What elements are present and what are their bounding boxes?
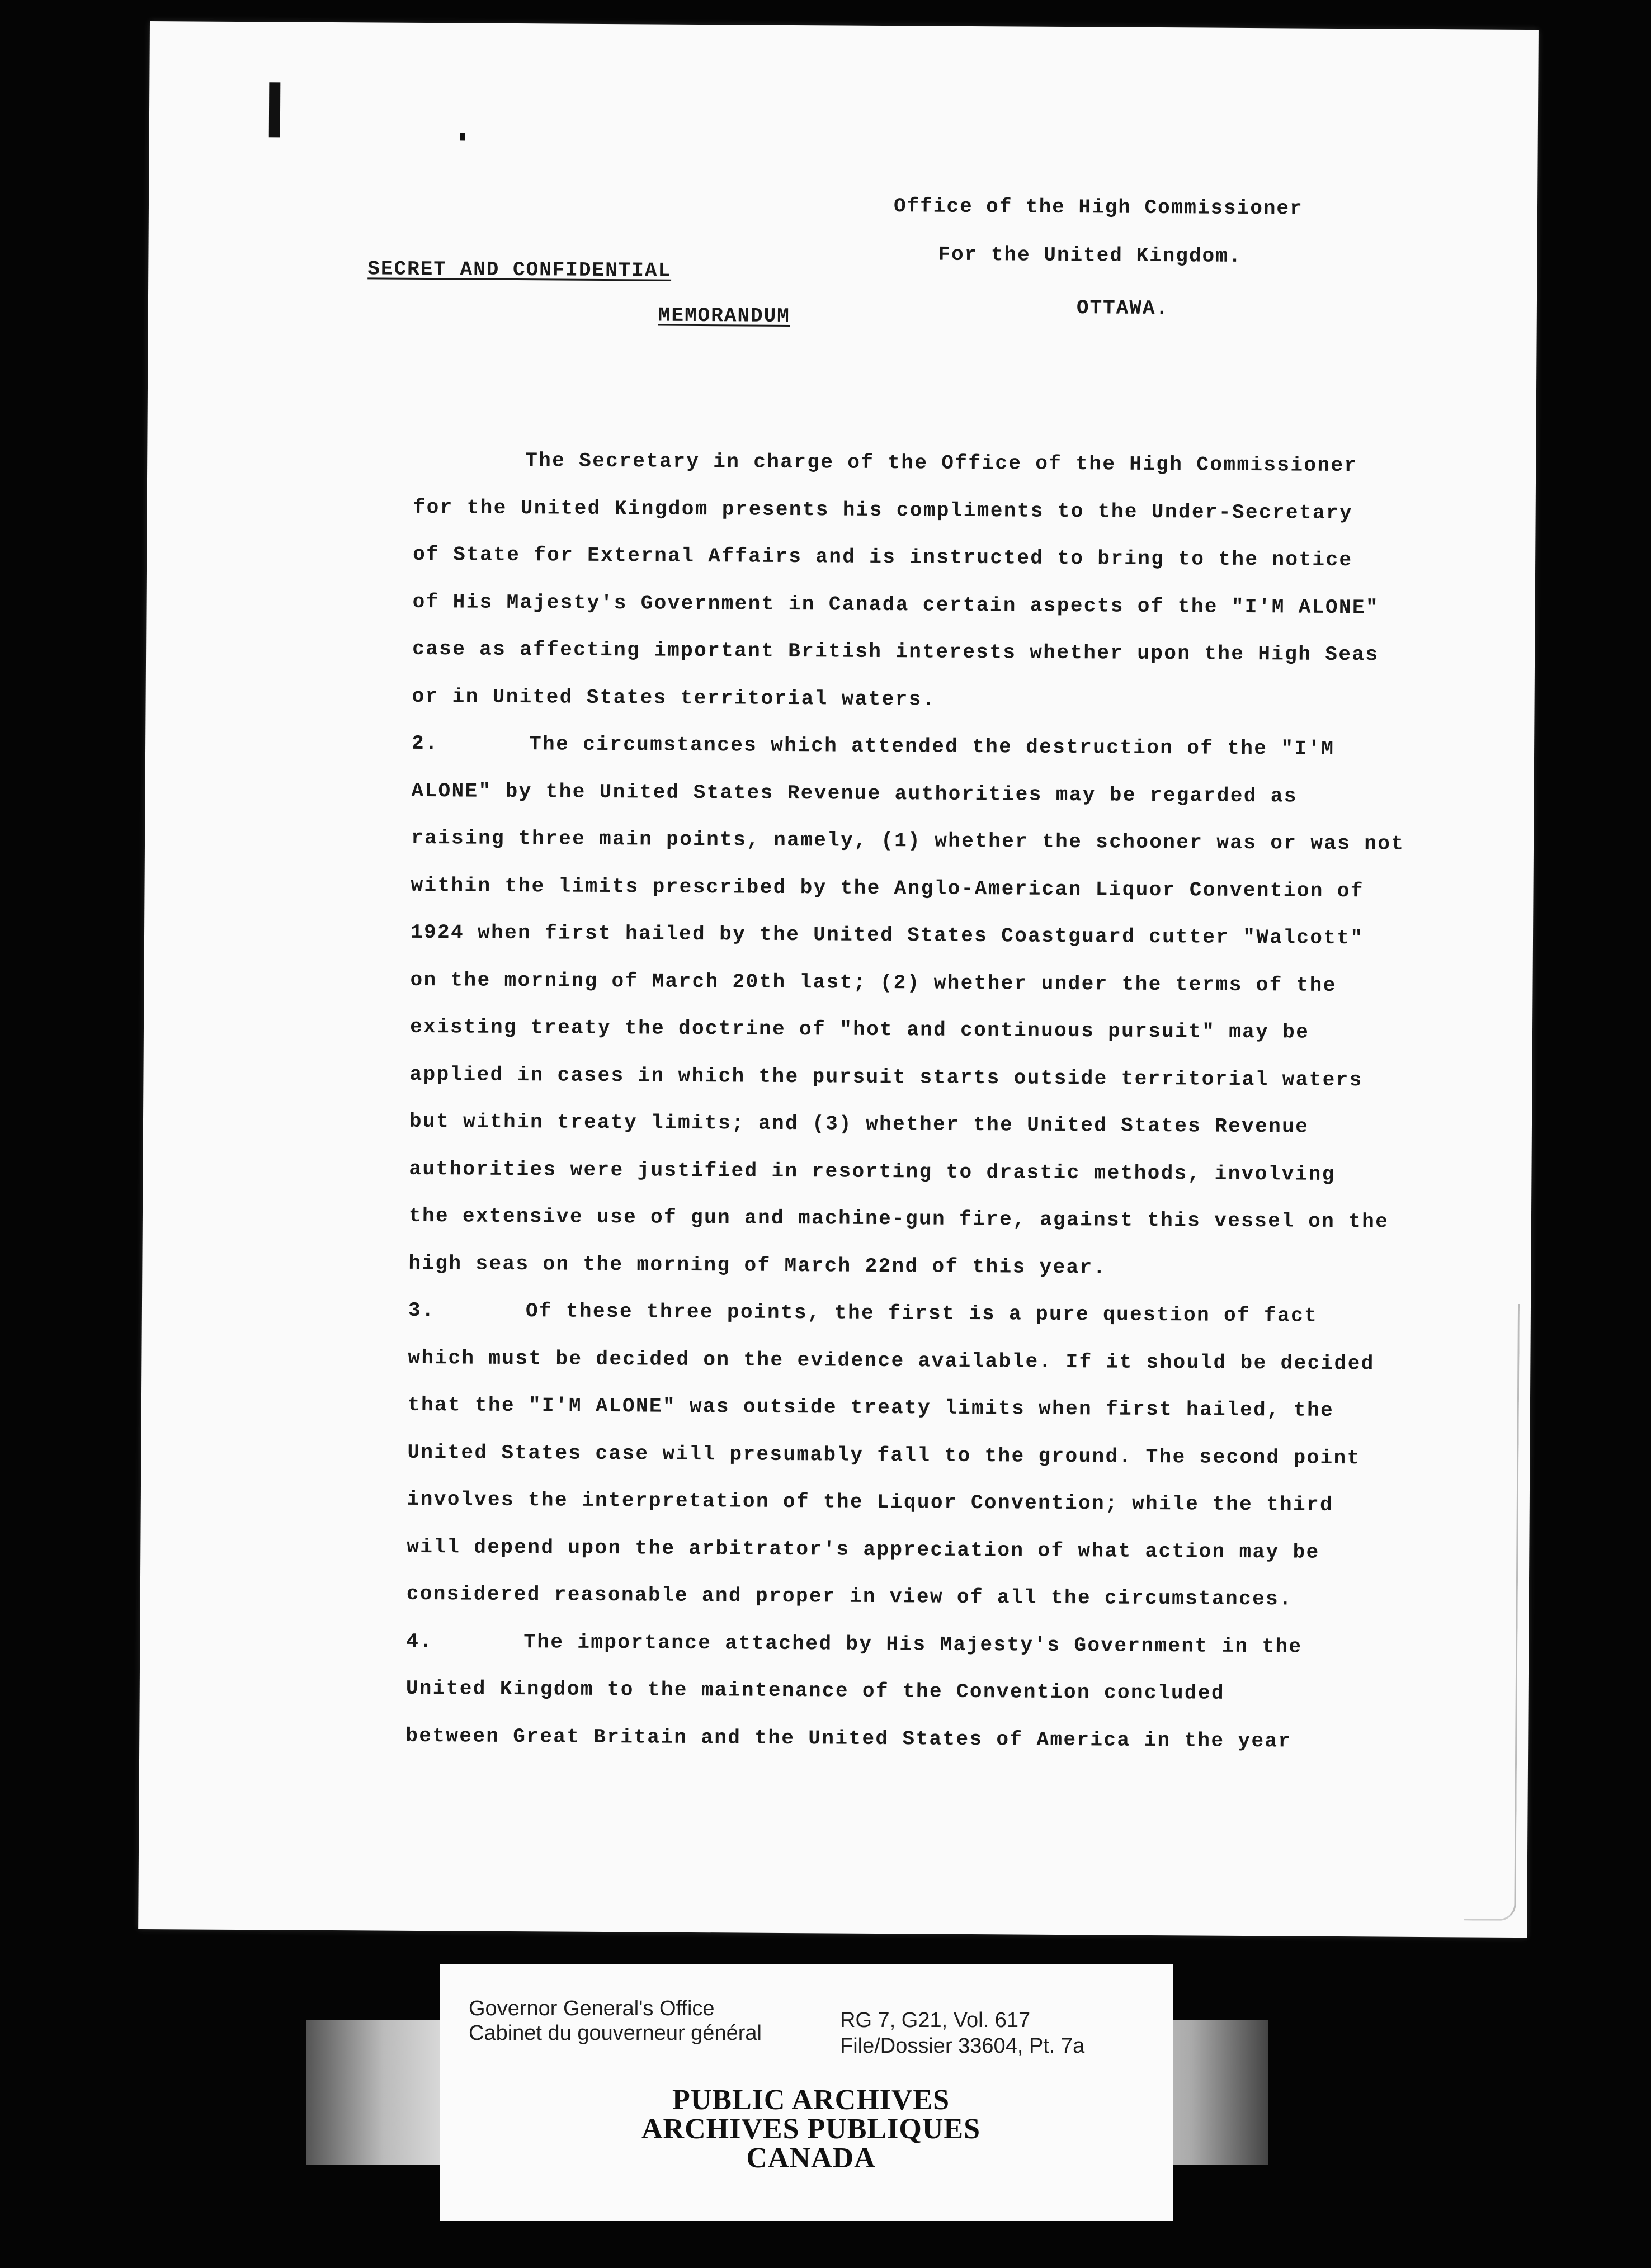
body-line-27: United Kingdom to the maintenance of the Convention concluded — [405, 1676, 1225, 1705]
punch-mark — [269, 82, 281, 137]
body-line-11: 1924 when first hailed by the United States Coastguard cutter "Walcott" — [410, 920, 1364, 950]
body-line-22: United States case will presumably fall to the ground. The second point — [407, 1440, 1361, 1470]
office-english: Governor General's Office — [469, 1997, 715, 2020]
body-line-23: involves the interpretation of the Liquor Convention; while the third — [407, 1487, 1334, 1516]
document-type: MEMORANDUM — [658, 304, 790, 328]
file-reference: File/Dossier 33604, Pt. 7a — [840, 2034, 1085, 2058]
office-line-2: For the United Kingdom. — [938, 243, 1242, 268]
body-line-19 — [408, 1287, 1318, 1340]
page-fold-edge — [1464, 1303, 1520, 1921]
body-line-2: for the United Kingdom presents his compliments to the Under-Secretary — [413, 495, 1353, 525]
office-line-1: Office of the High Commissioner — [893, 195, 1303, 220]
body-line-13: existing treaty the doctrine of "hot and continuous pursuit" may be — [409, 1015, 1310, 1044]
body-line-3: of State for External Affairs and is instructed to bring to the notice — [413, 542, 1353, 572]
archives-stamp — [615, 2086, 1007, 2173]
body-line-8: ALONE" by the United States Revenue authorities may be regarded as — [411, 779, 1298, 808]
body-line-5: case as affecting important British interests whether upon the High Seas — [412, 637, 1379, 667]
body-line-17: the extensive use of gun and machine-gun fire, against this vessel on the — [408, 1204, 1389, 1234]
archive-office-block — [469, 1996, 762, 2045]
body-line-10: within the limits prescribed by the Anglo-American Liquor Convention of — [411, 873, 1364, 903]
archives-english: PUBLIC ARCHIVES — [672, 2084, 950, 2116]
memorandum-body — [405, 437, 1405, 1765]
archives-french: ARCHIVES PUBLIQUES — [641, 2113, 981, 2145]
archives-country: CANADA — [746, 2142, 876, 2174]
body-line-21: that the "I'M ALONE" was outside treaty limits when first hailed, the — [407, 1393, 1334, 1422]
body-line-26 — [406, 1618, 1312, 1670]
body-line-16: authorities were justified in resorting to drastic methods, involving — [409, 1157, 1336, 1186]
punch-mark-small — [460, 133, 465, 140]
paragraph-number-2: 2. — [411, 731, 439, 755]
body-line-1: The Secretary in charge of the Office of the High Commissioner — [525, 449, 1358, 478]
body-line-4: of His Majesty's Government in Canada certain aspects of the "I'M ALONE" — [412, 590, 1380, 619]
body-line-15: but within treaty limits; and (3) whether the United States Revenue — [409, 1109, 1309, 1138]
body-line-14: applied in cases in which the pursuit starts outside territorial waters — [409, 1062, 1363, 1092]
body-line-9: raising three main points, namely, (1) whether the schooner was or was not — [411, 826, 1405, 856]
body-line-20: which must be decided on the evidence available. If it should be decided — [408, 1346, 1375, 1375]
body-line-26-text: The importance attached by His Majesty's Government in the — [523, 1630, 1303, 1659]
archive-reference-block — [840, 2007, 1084, 2059]
body-line-19-text: Of these three points, the first is a pure question of fact — [525, 1300, 1318, 1327]
body-line-28: between Great Britain and the United States of America in the year — [405, 1724, 1292, 1753]
body-line-18: high seas on the morning of March 22nd of this year. — [408, 1251, 1107, 1279]
body-line-24: will depend upon the arbitrator's appreciation of what action may be — [407, 1535, 1320, 1564]
paragraph-number-3: 3. — [408, 1298, 436, 1322]
body-line-7 — [411, 720, 1335, 773]
classification: SECRET AND CONFIDENTIAL — [367, 257, 672, 282]
office-french: Cabinet du gouverneur général — [469, 2021, 762, 2045]
record-group-reference: RG 7, G21, Vol. 617 — [840, 2009, 1031, 2032]
paragraph-number-4: 4. — [406, 1629, 433, 1653]
body-line-12: on the morning of March 20th last; (2) whether under the terms of the — [410, 968, 1337, 997]
body-line-7-text: The circumstances which attended the destruction of the "I'M — [529, 733, 1335, 760]
memorandum-page — [138, 21, 1539, 1938]
body-line-25: considered reasonable and proper in view of all the circumstances. — [406, 1582, 1293, 1611]
city: OTTAWA. — [1076, 296, 1169, 320]
body-line-6: or in United States territorial waters. — [412, 684, 936, 711]
